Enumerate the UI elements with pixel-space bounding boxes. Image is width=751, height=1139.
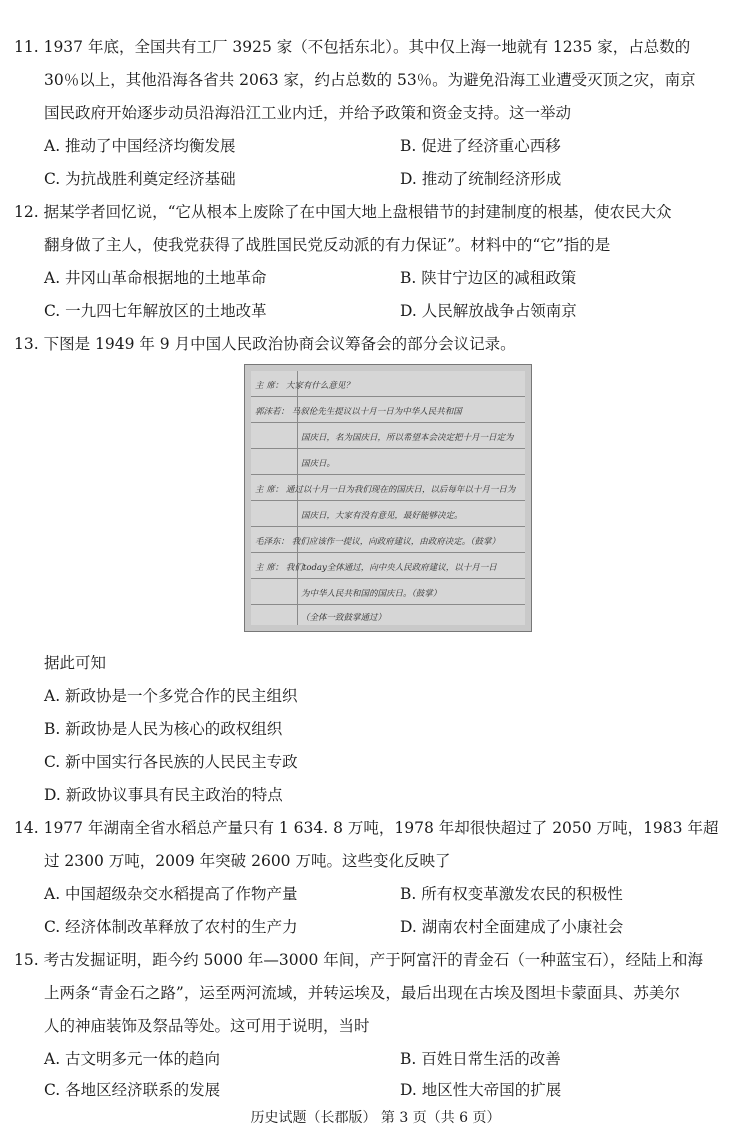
q14-stem-line-2: 过 2300 万吨，2009 年突破 2600 万吨。这些变化反映了 [44, 852, 451, 870]
q13-option-b: B. 新政协是人民为核心的政权组织 [44, 720, 283, 738]
record-line: 为中华人民共和国的国庆日。（鼓掌） [301, 589, 442, 599]
q11-stem-line-1: 11. 1937 年底，全国共有工厂 3925 家（不包括东北）。其中仅上海一地就有 1235 家，占总数的 [14, 38, 691, 56]
q15-option-a: A. 古文明多元一体的趋向 [44, 1050, 221, 1068]
record-line: 国庆日，大家有没有意见，最好能够决定。 [301, 511, 463, 521]
q12-stem-line-1: 12. 据某学者回忆说，“它从根本上废除了在中国大地上盘根错节的封建制度的根基，使农民大众 [14, 203, 672, 221]
q11-option-c: C. 为抗战胜利奠定经济基础 [44, 170, 236, 188]
q12-stem-line-2: 翻身做了主人，使我党获得了战胜国民党反动派的有力保证”。材料中的“它”指的是 [44, 236, 611, 254]
record-line: 毛泽东： 我们应该作一提议，向政府建议，由政府决定。（鼓掌） [255, 537, 500, 547]
page-footer: 历史试题（长郡版） 第 3 页（共 6 页） [250, 1110, 501, 1126]
q14-option-d: D. 湖南农村全面建成了小康社会 [400, 918, 624, 936]
q13-option-a: A. 新政协是一个多党合作的民主组织 [44, 687, 298, 705]
q11-stem-line-3: 国民政府开始逐步动员沿海沿江工业内迁，并给予政策和资金支持。这一举动 [44, 104, 572, 122]
q13-option-d: D. 新政协议事具有民主政治的特点 [44, 786, 283, 804]
q15-stem-line-1: 15. 考古发掘证明，距今约 5000 年—3000 年间，产于阿富汗的青金石（一种蓝宝石），经陆上和海 [14, 951, 704, 969]
q15-stem-line-3: 人的神庙装饰及祭品等处。这可用于说明，当时 [44, 1017, 370, 1035]
q12-option-a: A. 井冈山革命根据地的土地革命 [44, 269, 267, 287]
q12-option-d: D. 人民解放战争占领南京 [400, 302, 577, 320]
q14-option-a: A. 中国超级杂交水稻提高了作物产量 [44, 885, 298, 903]
meeting-record-figure [244, 364, 532, 632]
q15-stem-line-2: 上两条“青金石之路”，运至两河流域，并转运埃及，最后出现在古埃及图坦卡蒙面具、苏美尔 [44, 984, 680, 1002]
record-line: 国庆日。 [301, 459, 336, 469]
q15-option-b: B. 百姓日常生活的改善 [400, 1050, 561, 1068]
q12-option-b: B. 陕甘宁边区的减租政策 [400, 269, 577, 287]
q15-option-d: D. 地区性大帝国的扩展 [400, 1081, 562, 1099]
record-line: （全体一致鼓掌通过） [301, 613, 387, 623]
record-line: 主 席： 大家有什么意见？ [255, 381, 354, 391]
q14-option-c: C. 经济体制改革释放了农村的生产力 [44, 918, 298, 936]
record-line: 主 席： 通过以十月一日为我们现在的国庆日，以后每年以十月一日为 [255, 485, 516, 495]
q11-stem-line-2: 30％以上，其他沿海各省共 2063 家，约占总数的 53％。为避免沿海工业遭受灭顶之灾，南京 [44, 71, 696, 89]
q11-option-b: B. 促进了经济重心西移 [400, 137, 561, 155]
q15-option-c: C. 各地区经济联系的发展 [44, 1081, 221, 1099]
q11-option-a: A. 推动了中国经济均衡发展 [44, 137, 236, 155]
q12-option-c: C. 一九四七年解放区的土地改革 [44, 302, 267, 320]
record-line: 主 席： 我们today全体通过，向中央人民政府建议，以十月一日 [255, 563, 497, 573]
q13-stem-after: 据此可知 [44, 654, 107, 672]
record-line: 国庆日，名为国庆日，所以希望本会决定把十月一日定为 [301, 433, 514, 443]
record-line: 郭沫若： 马叙伦先生提议以十月一日为中华人民共和国 [255, 407, 462, 417]
q13-stem: 13. 下图是 1949 年 9 月中国人民政治协商会议筹备会的部分会议记录。 [14, 335, 516, 353]
q11-option-d: D. 推动了统制经济形成 [400, 170, 562, 188]
q13-option-c: C. 新中国实行各民族的人民民主专政 [44, 753, 298, 771]
q14-stem-line-1: 14. 1977 年湖南全省水稻总产量只有 1 634. 8 万吨，1978 年却很快超过了 2050 万吨，1983 年超 [14, 819, 719, 837]
q14-option-b: B. 所有权变革激发农民的积极性 [400, 885, 623, 903]
